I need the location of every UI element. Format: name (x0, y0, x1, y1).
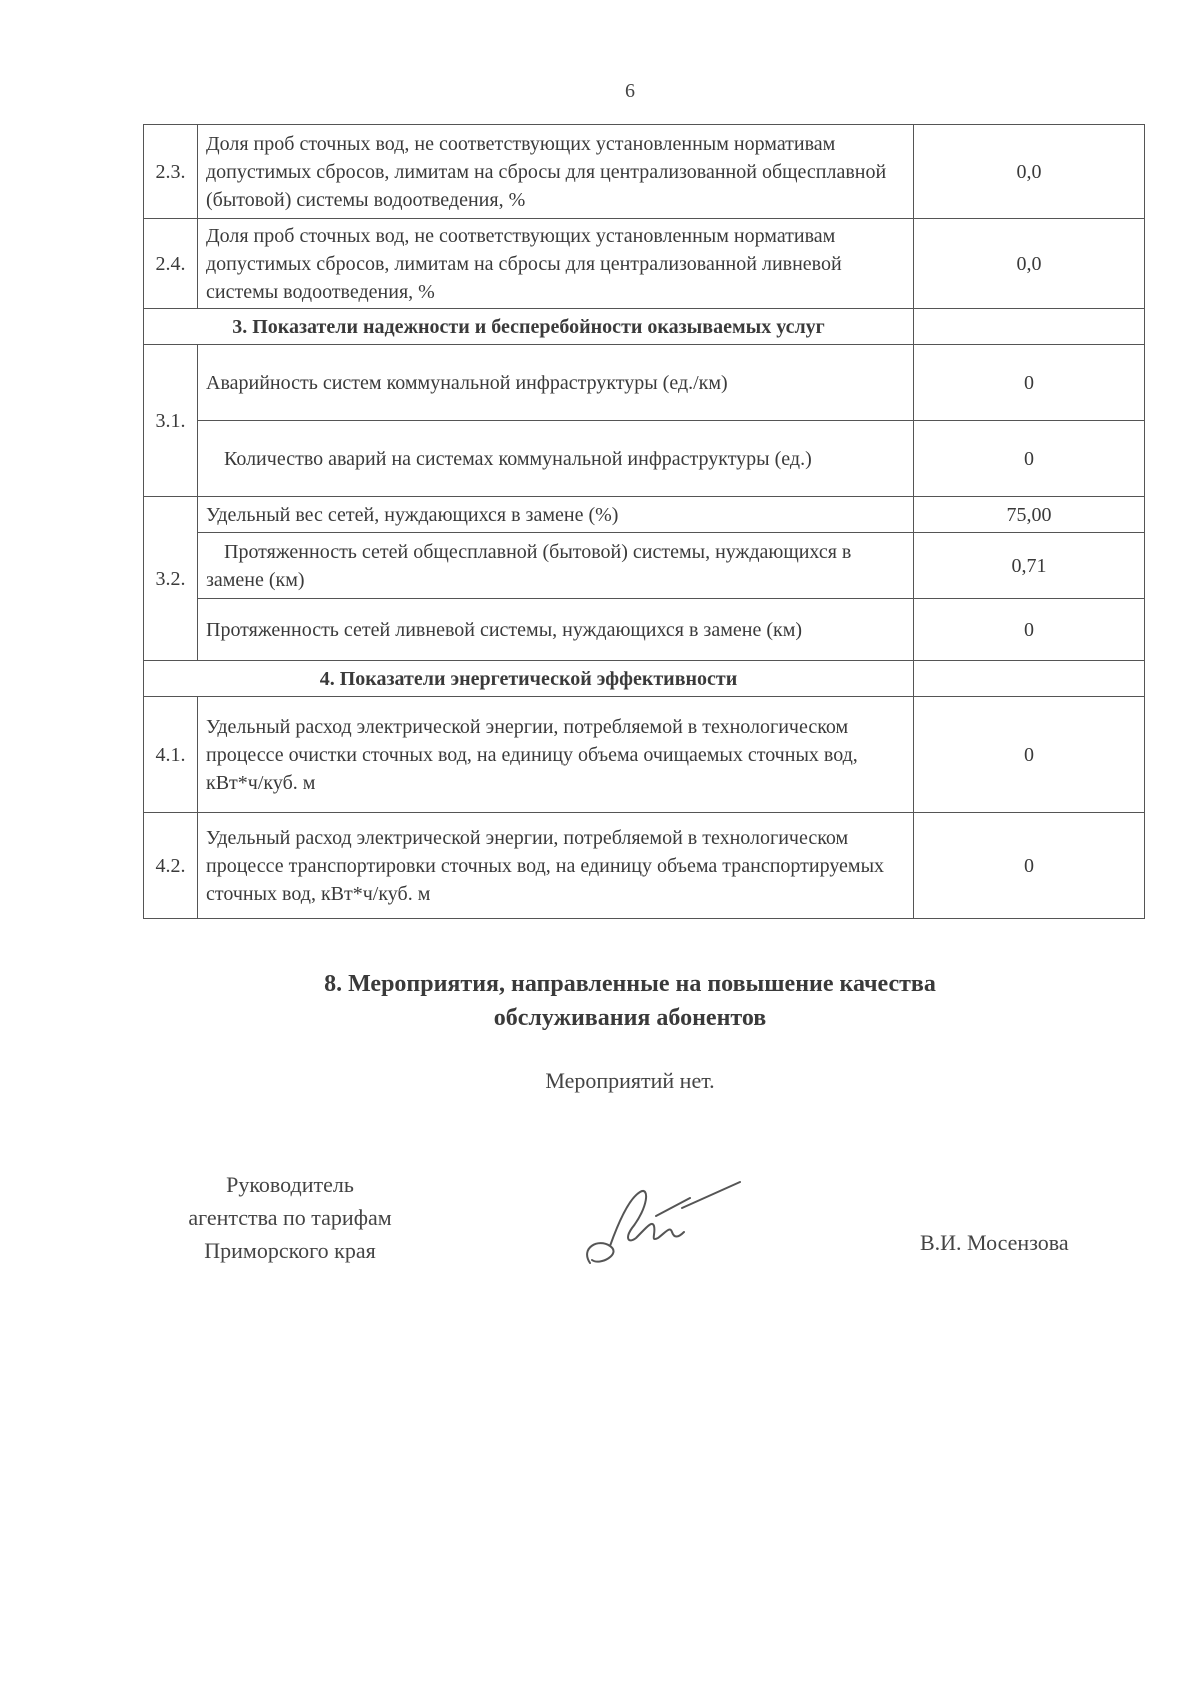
row-number: 2.3. (144, 125, 198, 219)
row-value: 0 (914, 421, 1145, 497)
row-value: 0,0 (914, 125, 1145, 219)
section-header-row (144, 309, 1145, 345)
row-description: Аварийность систем коммунальной инфраструктуры (ед./км) (198, 345, 914, 421)
empty-cell (914, 309, 1145, 345)
row-value: 0,71 (914, 533, 1145, 599)
table-row (144, 533, 1145, 599)
signer-position-line: Приморского края (204, 1238, 376, 1263)
table-row (144, 421, 1145, 497)
signer-position-line: агентства по тарифам (188, 1205, 392, 1230)
row-number: 3.1. (144, 345, 198, 497)
signer-position-line: Руководитель (226, 1172, 354, 1197)
row-value: 0,0 (914, 219, 1145, 309)
no-measures-text: Мероприятий нет. (545, 1068, 715, 1093)
page-number: 6 (625, 80, 635, 102)
row-value: 0 (914, 697, 1145, 813)
row-description: Количество аварий на системах коммунальной инфраструктуры (ед.) (198, 421, 914, 497)
row-value: 0 (914, 813, 1145, 919)
section-8-title-line: 8. Мероприятия, направленные на повышение качества (324, 971, 936, 997)
indicators-table (143, 124, 1145, 919)
table-row (144, 599, 1145, 661)
row-value: 0 (914, 599, 1145, 661)
row-number: 4.2. (144, 813, 198, 919)
section-4-title: 4. Показатели энергетической эффективности (144, 661, 914, 697)
row-number: 4.1. (144, 697, 198, 813)
row-description: Доля проб сточных вод, не соответствующих установленным нормативам допустимых сбросов, лимитам на сбросы для централизованной ливневой системы водоотведения, % (198, 219, 914, 309)
row-description: Доля проб сточных вод, не соответствующих установленным нормативам допустимых сбросов, лимитам на сбросы для централизованной общесплавной (бытовой) системы водоотведения, % (198, 125, 914, 219)
row-description: Удельный расход электрической энергии, потребляемой в технологическом процессе очистки сточных вод, на единицу объема очищаемых сточных вод, кВт*ч/куб. м (198, 697, 914, 813)
table-row (144, 697, 1145, 813)
section-header-row (144, 661, 1145, 697)
row-description: Протяженность сетей общесплавной (бытовой) системы, нуждающихся в замене (км) (198, 533, 914, 599)
row-number: 2.4. (144, 219, 198, 309)
row-number: 3.2. (144, 497, 198, 661)
section-8-title-line: обслуживания абонентов (493, 1005, 767, 1031)
table-row (144, 345, 1145, 421)
signer-position (130, 1168, 450, 1267)
table-row (144, 219, 1145, 309)
handwritten-signature (570, 1168, 750, 1278)
empty-cell (914, 661, 1145, 697)
row-value: 75,00 (914, 497, 1145, 533)
table-row (144, 813, 1145, 919)
section-8-title (0, 967, 1200, 1035)
row-description: Удельный вес сетей, нуждающихся в замене (%) (198, 497, 914, 533)
table-row (144, 497, 1145, 533)
signer-name: В.И. Мосензова (920, 1230, 1069, 1255)
section-3-title: 3. Показатели надежности и бесперебойности оказываемых услуг (144, 309, 914, 345)
row-description: Протяженность сетей ливневой системы, нуждающихся в замене (км) (198, 599, 914, 661)
row-value: 0 (914, 345, 1145, 421)
row-description: Удельный расход электрической энергии, потребляемой в технологическом процессе транспортировки сточных вод, на единицу объема транспортируемых сточных вод, кВт*ч/куб. м (198, 813, 914, 919)
table-row (144, 125, 1145, 219)
